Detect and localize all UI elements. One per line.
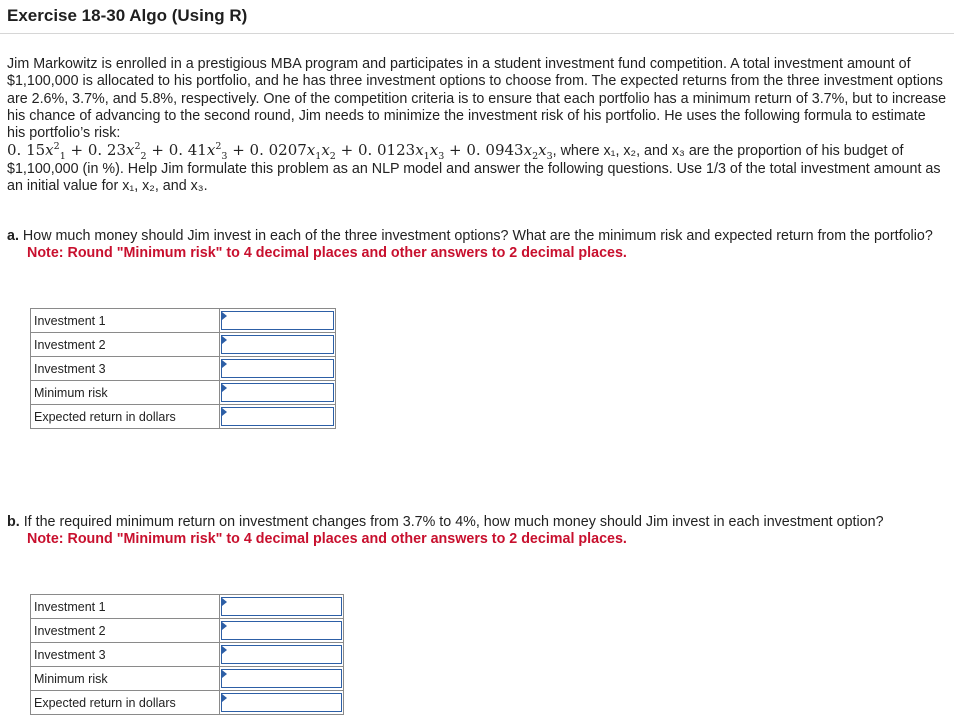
- table-row: [31, 309, 336, 333]
- minimum-risk-input[interactable]: [221, 383, 334, 402]
- row-label: Investment 3: [31, 357, 220, 381]
- problem-after-formula: , where x₁, x₂, and x₃ are the proportion of his budget of $1,100,000 (in %). Help Jim formulate this problem as an NLP model and answer the following questions. Use 1/3 of the total investment amount as an initial value for x₁, x₂, and x₃.: [7, 143, 941, 195]
- problem-intro: Jim Markowitz is enrolled in a prestigious MBA program and participates in a student investment fund competition. A total investment amount of $1,100,000 is allocated to his portfolio, and he has three investment options to choose from. The expected returns from the three investment options are 2.6%, 3.7%, and 5.8%, respectively. One of the competition criteria is to ensure that each portfolio has a minimum return of 3.7%, but to increase his chance of advancing to the second round, Jim needs to minimize the investment risk of his portfolio. He uses the following formula to estimate his portfolio’s risk:: [7, 56, 947, 142]
- row-label: Expected return in dollars: [31, 691, 220, 715]
- row-label: Expected return in dollars: [31, 405, 220, 429]
- table-row: [31, 691, 344, 715]
- problem-statement: [7, 56, 947, 195]
- answer-flag-icon: [222, 694, 227, 702]
- minimum-risk-input[interactable]: [221, 669, 342, 688]
- expected-return-input[interactable]: [221, 693, 342, 712]
- answer-flag-icon: [222, 646, 227, 654]
- page-title: Exercise 18-30 Algo (Using R): [7, 6, 248, 25]
- part-a-note: Note: Round "Minimum risk" to 4 decimal places and other answers to 2 decimal places.: [27, 245, 627, 262]
- header: [0, 0, 954, 34]
- part-b-answer-table: [30, 594, 344, 715]
- answer-flag-icon: [222, 622, 227, 630]
- row-label: Investment 2: [31, 333, 220, 357]
- row-label: Minimum risk: [31, 667, 220, 691]
- row-label: Investment 1: [31, 595, 220, 619]
- risk-formula: 0. $15x^2_1 + 0$. $23x^2_2 + 0$. $41x^2_3 + 0$. $0207x_1x_2 + 0$. $0123x_1x_3 + 0$. $0943x_2x_3$: [7, 141, 553, 163]
- table-row: [31, 643, 344, 667]
- row-label: Investment 3: [31, 643, 220, 667]
- row-label: Investment 2: [31, 619, 220, 643]
- table-row: [31, 381, 336, 405]
- part-b-note: Note: Round "Minimum risk" to 4 decimal places and other answers to 2 decimal places.: [27, 531, 627, 548]
- investment-3-input[interactable]: [221, 645, 342, 664]
- answer-flag-icon: [222, 336, 227, 344]
- part-b-question: b. If the required minimum return on investment changes from 3.7% to 4%, how much money should Jim invest in each investment option?: [7, 514, 884, 530]
- row-label: Investment 1: [31, 309, 220, 333]
- table-row: [31, 333, 336, 357]
- answer-flag-icon: [222, 670, 227, 678]
- investment-1-input[interactable]: [221, 311, 334, 330]
- part-a-answer-table: [30, 308, 336, 429]
- table-row: [31, 595, 344, 619]
- expected-return-input[interactable]: [221, 407, 334, 426]
- investment-1-input[interactable]: [221, 597, 342, 616]
- answer-flag-icon: [222, 408, 227, 416]
- table-row: [31, 667, 344, 691]
- answer-flag-icon: [222, 598, 227, 606]
- answer-flag-icon: [222, 312, 227, 320]
- table-row: [31, 619, 344, 643]
- part-a: [7, 228, 942, 263]
- table-row: [31, 357, 336, 381]
- table-row: [31, 405, 336, 429]
- part-b: [7, 514, 942, 549]
- answer-flag-icon: [222, 360, 227, 368]
- answer-flag-icon: [222, 384, 227, 392]
- investment-2-input[interactable]: [221, 621, 342, 640]
- part-a-question: a. How much money should Jim invest in each of the three investment options? What are the minimum risk and expected return from the portfolio?: [7, 228, 933, 244]
- investment-2-input[interactable]: [221, 335, 334, 354]
- investment-3-input[interactable]: [221, 359, 334, 378]
- row-label: Minimum risk: [31, 381, 220, 405]
- problem-formula-line: [7, 142, 947, 195]
